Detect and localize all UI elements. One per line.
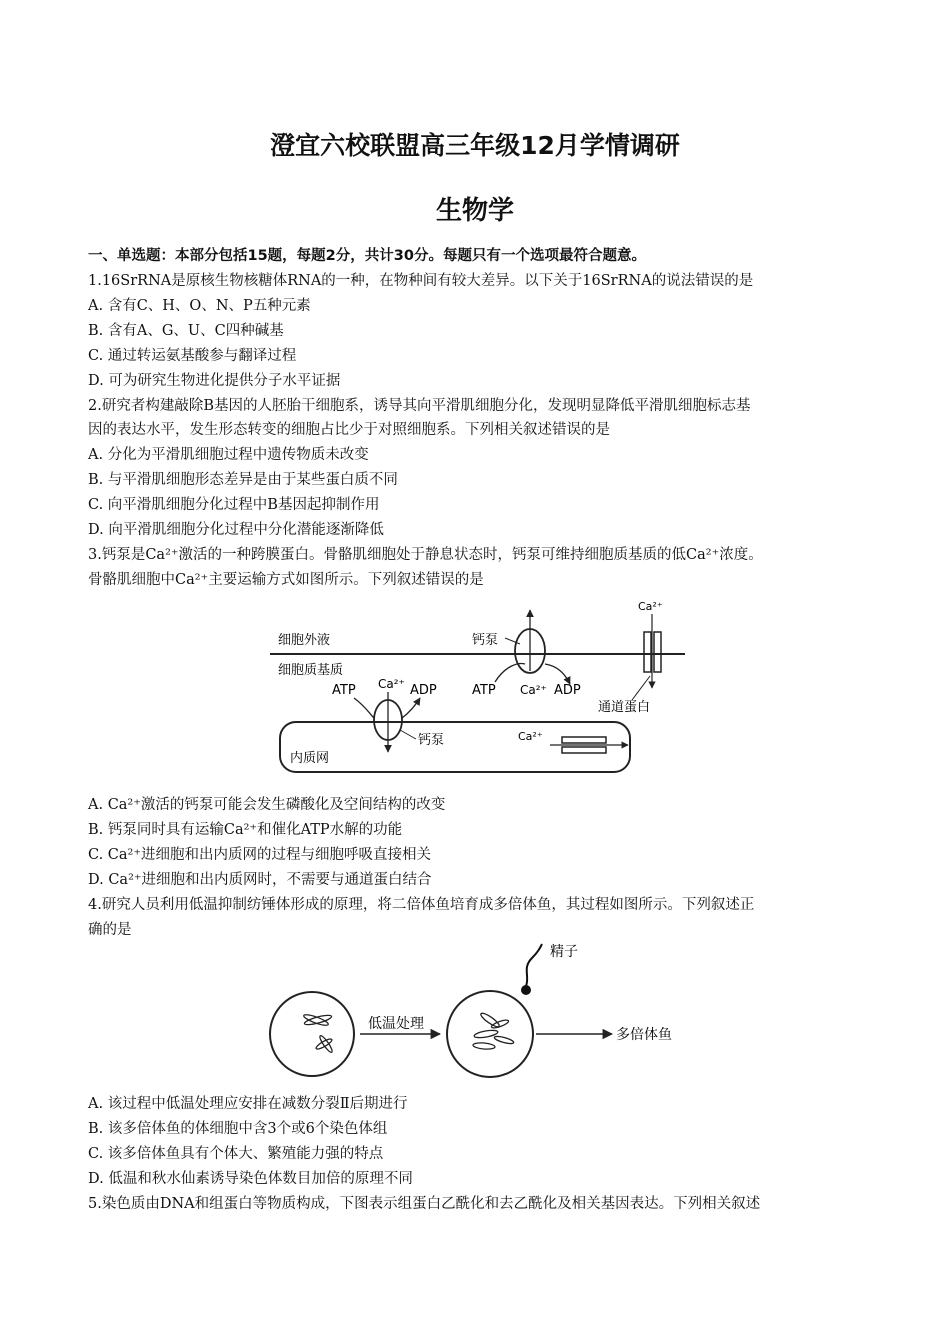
label-atp-er: ATP xyxy=(332,683,356,698)
exam-title: 澄宜六校联盟高三年级12月学情调研 xyxy=(270,131,680,160)
question-1-stem: 1.16SrRNA是原核生物核糖体RNA的一种，在物种间有较大差异。以下关于16SrRNA的说法错误的是 xyxy=(88,273,754,289)
question-2-stem-line1: 2.研究者构建敲除B基因的人胚胎干细胞系，诱导其向平滑肌细胞分化，发现明显降低平滑肌细胞标志基 xyxy=(88,398,751,414)
question-1-option-d: D. 可为研究生物进化提供分子水平证据 xyxy=(88,373,341,389)
subject-title: 生物学 xyxy=(435,196,514,226)
polyploid-egg-cell xyxy=(447,991,533,1077)
label-extracellular: 细胞外液 xyxy=(278,633,331,648)
label-cytoplasm: 细胞质基质 xyxy=(278,663,344,678)
question-2-option-d: D. 向平滑肌细胞分化过程中分化潜能逐渐降低 xyxy=(88,522,384,538)
question-4-stem-line1: 4.研究人员利用低温抑制纺锤体形成的原理，将二倍体鱼培育成多倍体鱼，其过程如图所示。下列叙述正 xyxy=(88,897,755,913)
question-2-option-b: B. 与平滑肌细胞形态差异是由于某些蛋白质不同 xyxy=(88,472,398,488)
label-channel-protein: 通道蛋白 xyxy=(598,700,651,715)
sperm xyxy=(521,985,531,995)
question-4-stem-line2: 确的是 xyxy=(88,922,132,938)
label-low-temp: 低温处理 xyxy=(368,1016,424,1032)
diploid-egg-cell xyxy=(270,992,354,1076)
question-4-option-d: D. 低温和秋水仙素诱导染色体数目加倍的原理不同 xyxy=(88,1171,413,1187)
label-er: 内质网 xyxy=(290,751,330,766)
polyploid-fish-diagram xyxy=(260,936,700,1091)
question-1-option-c: C. 通过转运氨基酸参与翻译过程 xyxy=(88,348,297,364)
label-pump-membrane: 钙泵 xyxy=(472,633,499,648)
section-heading: 一、单选题：本部分包括15题，每题2分，共计30分。每题只有一个选项最符合题意。 xyxy=(88,248,646,264)
question-3-option-d: D. Ca²⁺进细胞和出内质网时，不需要与通道蛋白结合 xyxy=(88,872,432,888)
question-1-option-b: B. 含有A、G、U、C四种碱基 xyxy=(88,323,284,339)
question-2-stem-line2: 因的表达水平，发生形态转变的细胞占比少于对照细胞系。下列相关叙述错误的是 xyxy=(88,422,610,438)
label-adp-membrane: ADP xyxy=(554,683,581,698)
question-2-option-a: A. 分化为平滑肌细胞过程中遗传物质未改变 xyxy=(88,447,369,463)
label-sperm: 精子 xyxy=(550,944,578,960)
question-3-stem-line2: 骨骼肌细胞中Ca²⁺主要运输方式如图所示。下列叙述错误的是 xyxy=(88,572,484,588)
question-4-option-c: C. 该多倍体鱼具有个体大、繁殖能力强的特点 xyxy=(88,1146,384,1162)
question-3-option-b: B. 钙泵同时具有运输Ca²⁺和催化ATP水解的功能 xyxy=(88,822,403,838)
question-1-option-a: A. 含有C、H、O、N、P五种元素 xyxy=(88,298,311,314)
question-3-stem-line1: 3.钙泵是Ca²⁺激活的一种跨膜蛋白。骨骼肌细胞处于静息状态时，钙泵可维持细胞质基质的低Ca²⁺浓度。 xyxy=(88,547,763,563)
channel-protein-er xyxy=(562,737,606,743)
question-3-option-c: C. Ca²⁺进细胞和出内质网的过程与细胞呼吸直接相关 xyxy=(88,847,431,863)
question-3-option-a: A. Ca²⁺激活的钙泵可能会发生磷酸化及空间结构的改变 xyxy=(88,797,446,813)
label-adp-er: ADP xyxy=(410,683,437,698)
question-5-stem-line1: 5.染色质由DNA和组蛋白等物质构成，下图表示组蛋白乙酰化和去乙酰化及相关基因表达。下列相关叙述 xyxy=(88,1196,761,1212)
label-ca-membrane: Ca²⁺ xyxy=(520,683,547,697)
question-4-option-b: B. 该多倍体鱼的体细胞中含3个或6个染色体组 xyxy=(88,1121,388,1137)
question-4-option-a: A. 该过程中低温处理应安排在减数分裂Ⅱ后期进行 xyxy=(88,1096,408,1112)
label-ca-channel: Ca²⁺ xyxy=(638,600,663,613)
label-ca-er-channel: Ca²⁺ xyxy=(518,730,543,743)
channel-protein-membrane xyxy=(644,632,651,672)
calcium-transport-diagram xyxy=(250,596,700,782)
question-2-option-c: C. 向平滑肌细胞分化过程中B基因起抑制作用 xyxy=(88,497,380,513)
label-atp-membrane: ATP xyxy=(472,683,496,698)
chromosomes-left xyxy=(303,1013,334,1054)
label-ca-er-pump: Ca²⁺ xyxy=(378,677,405,691)
label-polyploid-fish: 多倍体鱼 xyxy=(616,1027,672,1043)
chromosomes-right xyxy=(473,1011,515,1050)
label-pump-er: 钙泵 xyxy=(418,733,445,748)
